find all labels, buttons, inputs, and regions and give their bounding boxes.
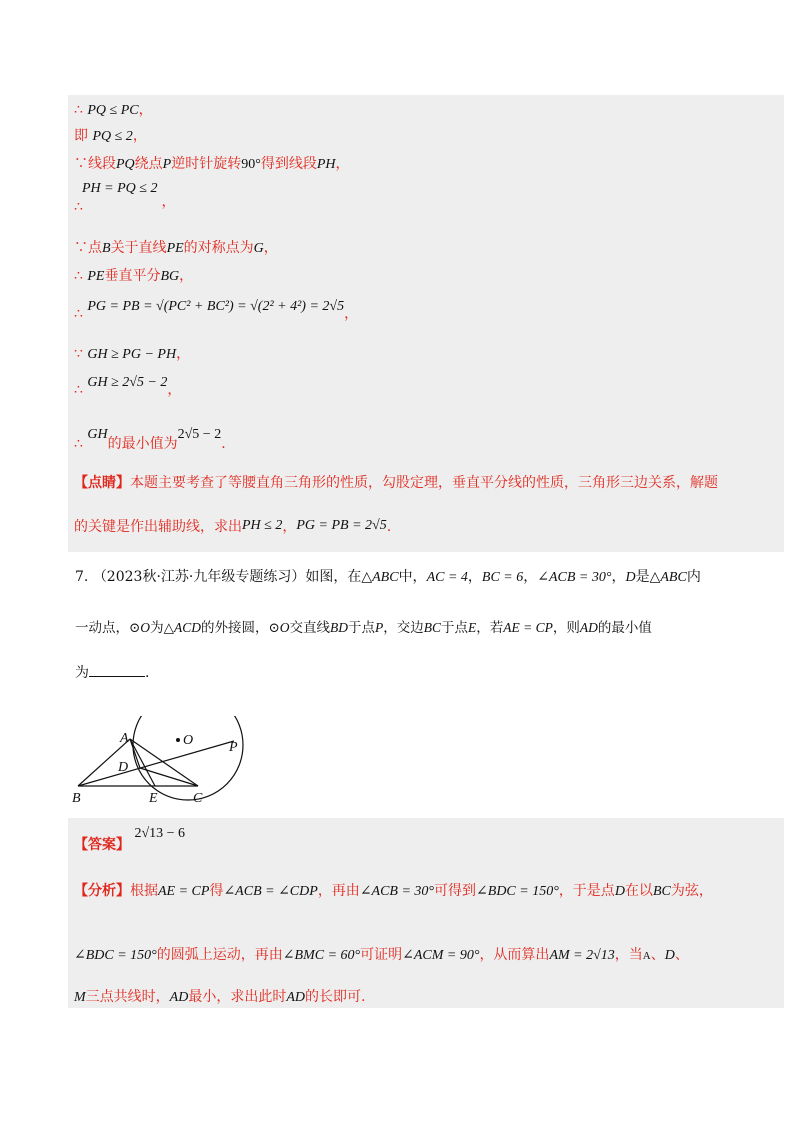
solution-line-10 [74, 425, 226, 452]
solution-line-1 [74, 99, 153, 119]
math-expr: GH ≥ 2√5 − 2 [87, 375, 168, 390]
math-expr: AC = 4 [426, 570, 468, 585]
label-e: E [149, 791, 158, 806]
math-expr: AD [169, 990, 189, 1005]
red-text: 逆时针旋转 [171, 156, 242, 172]
answer-block [68, 818, 784, 1008]
red-text: ，于是点 [558, 883, 615, 899]
solution-line-9 [74, 371, 182, 398]
red-text: 可得到 [434, 883, 477, 899]
red-text: 、 [674, 947, 689, 963]
solution-line-5 [74, 237, 278, 257]
question-text: 于点 [348, 620, 376, 636]
math-expr: PH ≤ 2 [242, 518, 283, 533]
question-text: ， [467, 569, 482, 585]
question-text: 为 [150, 620, 164, 636]
math-expr: ⊙O [268, 620, 290, 635]
label-a: A [120, 731, 129, 746]
analysis-label: 【分析】 [74, 883, 130, 899]
question-line-1 [75, 566, 701, 586]
math-expr: AD [579, 620, 598, 635]
solution-line-8 [74, 343, 190, 363]
solution-line-2 [74, 125, 147, 145]
math-expr: BC [423, 620, 442, 635]
red-text: ∴ [74, 102, 83, 118]
center-point-o [176, 738, 180, 742]
red-text: ∴ [74, 306, 83, 322]
red-text: 最小，求出此时 [188, 989, 287, 1005]
solution-line-7 [74, 295, 359, 322]
segment-bp [78, 741, 234, 786]
label-d: D [118, 760, 129, 775]
question-text: 交直线 [289, 620, 331, 636]
answer-line [74, 826, 186, 854]
math-expr: AE = CP [158, 884, 210, 899]
punct: ， [335, 156, 350, 172]
question-text: ，则 [552, 620, 580, 636]
math-expr: ∠ACB = 30° [359, 884, 435, 899]
math-expr: BC [652, 884, 671, 899]
math-expr: P [162, 157, 172, 172]
question-line-2 [75, 616, 652, 636]
math-expr: M [74, 990, 86, 1005]
math-expr: GH [87, 427, 108, 442]
red-text: 得 [209, 883, 224, 899]
punct: ， [132, 128, 147, 144]
question-text: ， [523, 569, 538, 585]
segment-ae [130, 739, 155, 786]
math-expr: △ABC [649, 570, 687, 585]
math-expr: D [664, 948, 675, 963]
math-expr: P [375, 620, 384, 635]
solution-line-6 [74, 265, 193, 285]
math-expr: G [253, 241, 264, 256]
math-expr: ∠BMC = 60° [282, 948, 361, 963]
question-text: 是 [635, 569, 650, 585]
comment-line-1 [74, 472, 718, 492]
red-text: ，当 [614, 947, 643, 963]
math-expr: E [468, 620, 477, 635]
math-expr: BD [330, 620, 349, 635]
red-text: 的对称点为 [183, 240, 254, 256]
red-text: ∵ [74, 346, 83, 362]
math-expr: 2√5 − 2 [177, 427, 222, 442]
math-expr: PG = PB = 2√5 [296, 518, 387, 533]
red-text: 三点共线时， [85, 989, 170, 1005]
punct: . [221, 436, 226, 452]
punct: ， [263, 240, 278, 256]
math-expr: ∠ACM = 90° [402, 948, 480, 963]
circle-o [133, 716, 243, 800]
red-text: 绕点 [134, 156, 163, 172]
question-text: ，交边 [383, 620, 424, 636]
math-expr: B [102, 241, 111, 256]
answer-label: 【答案】 [74, 837, 130, 853]
answer-value: 2√13 − 6 [134, 826, 186, 841]
label-o: O [183, 733, 194, 748]
punct: ， [167, 382, 182, 398]
red-text: 得到线段 [260, 156, 317, 172]
red-text: ∵点 [74, 240, 102, 256]
red-text: 即 [74, 128, 88, 144]
math-expr: PG = PB = √(PC² + BC²) = √(2² + 4²) = 2√5 [87, 299, 345, 314]
question-text: ， [611, 569, 626, 585]
label-p: P [229, 740, 238, 755]
red-text: 、 [650, 947, 665, 963]
punct: ， [176, 346, 191, 362]
segment-ad [130, 739, 140, 768]
question-source: （2023秋·江苏·九年级专题练习）如图，在 [92, 569, 362, 585]
question-text: . [145, 665, 150, 681]
math-expr: ⊙O [129, 620, 151, 635]
math-expr: PQ [116, 157, 135, 172]
question-text: 内 [686, 569, 701, 585]
math-expr: PH = PQ ≤ 2 [82, 181, 158, 196]
red-text: 为弦， [670, 883, 713, 899]
red-text: ∴ [74, 199, 83, 215]
punct: ， [161, 194, 176, 210]
question-text: 的最小值 [597, 620, 652, 636]
math-expr: PH [316, 157, 336, 172]
red-text: 的长即可. [305, 989, 366, 1005]
math-expr: A [642, 950, 651, 962]
math-expr: ∠BDC = 150° [476, 884, 559, 899]
punct: ， [179, 268, 194, 284]
math-expr: PE [166, 241, 184, 256]
red-text: 根据 [130, 883, 158, 899]
question-text: 一动点， [75, 620, 129, 636]
math-expr: PE [87, 269, 105, 284]
geometry-figure [68, 716, 258, 806]
math-expr: BG [160, 269, 180, 284]
label-b: B [72, 791, 81, 806]
red-text: 在以 [624, 883, 653, 899]
red-text: 垂直平分 [104, 268, 161, 284]
red-text: 可证明 [360, 947, 403, 963]
red-text: ∵线段 [74, 156, 116, 172]
math-expr: GH ≥ PG − PH [87, 347, 177, 362]
math-expr: PQ ≤ 2 [92, 129, 133, 144]
question-text: 为 [75, 665, 89, 681]
red-text: 的圆弧上运动，再由 [156, 947, 283, 963]
comment-line-2 [74, 516, 391, 536]
analysis-line-3 [74, 986, 365, 1006]
comment-text: 的关键是作出辅助线，求出 [74, 519, 242, 535]
analysis-line-2 [74, 944, 689, 964]
red-text: ，从而算出 [479, 947, 550, 963]
solution-line-4 [74, 181, 176, 215]
answer-blank [89, 662, 145, 677]
question-text: ，若 [476, 620, 504, 636]
comment-label: 【点睛】 [74, 475, 130, 491]
punct: ， [138, 102, 153, 118]
math-expr: D [614, 884, 625, 899]
solution-line-3 [74, 153, 350, 173]
math-expr: AD [286, 990, 306, 1005]
math-expr: △ACD [163, 620, 201, 635]
math-expr: AE = CP [503, 620, 553, 635]
math-expr: PQ ≤ PC [87, 103, 139, 118]
red-text: ∴ [74, 268, 83, 284]
red-text: 的最小值为 [107, 436, 178, 452]
math-expr: AM = 2√13 [549, 948, 615, 963]
question-line-3 [75, 662, 149, 682]
red-text: 关于直线 [110, 240, 167, 256]
math-expr: △ABC [361, 570, 399, 585]
red-text: ∴ [74, 436, 83, 452]
question-number: 7. [75, 569, 89, 585]
solution-block [68, 95, 784, 552]
math-expr: ∠ACB = 30° [537, 570, 612, 585]
punct: . [386, 519, 392, 535]
analysis-line-1 [74, 880, 713, 900]
red-text: ，再由 [317, 883, 360, 899]
math-expr: ∠BDC = 150° [74, 948, 157, 963]
math-expr: D [625, 570, 636, 585]
punct: ， [344, 306, 359, 322]
punct: ， [282, 519, 297, 535]
math-expr: ∠ACB = ∠CDP [223, 884, 318, 899]
comment-text: 本题主要考查了等腰直角三角形的性质，勾股定理，垂直平分线的性质，三角形三边关系，解题 [130, 475, 718, 491]
question-text: 于点 [441, 620, 469, 636]
question-text: 中， [398, 569, 427, 585]
red-text: ∴ [74, 382, 83, 398]
question-text: 的外接圆， [200, 620, 269, 636]
math-expr: BC = 6 [481, 570, 524, 585]
math-expr: 90° [241, 157, 261, 172]
label-c: C [193, 791, 203, 806]
